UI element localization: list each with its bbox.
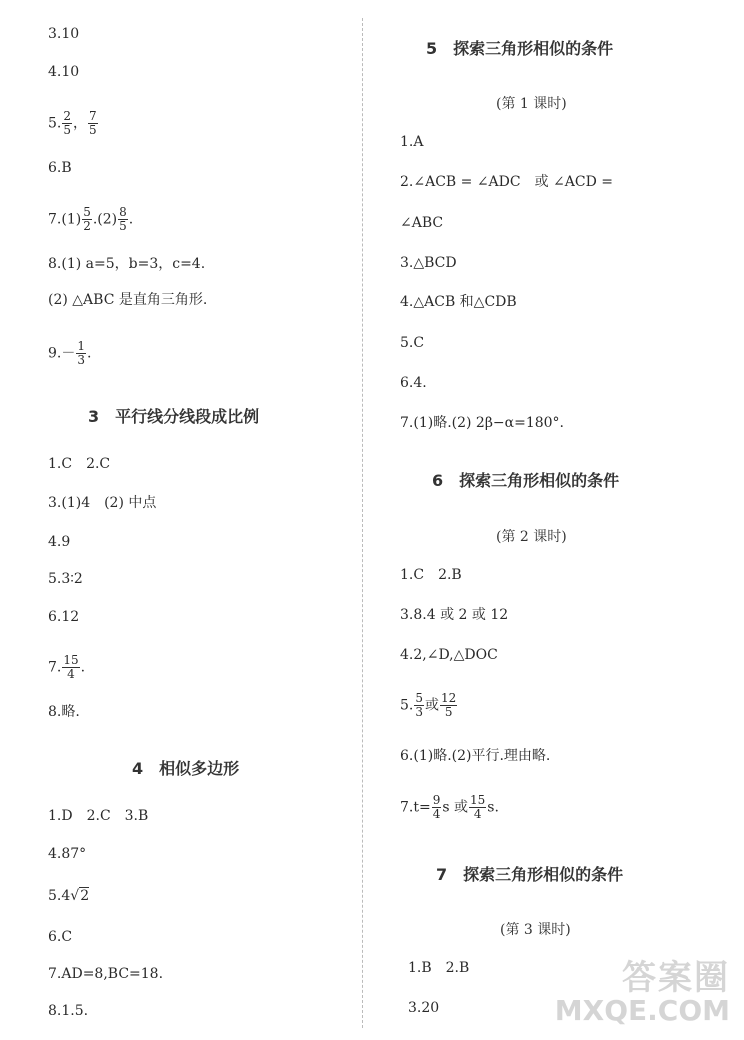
answer-line-fraction: 5. $\frac{2}{5}$ ， $\frac{7}{5}$: [48, 109, 97, 137]
answer-line: 4.10: [48, 64, 80, 80]
section-heading: 6 探索三角形相似的条件: [432, 471, 620, 490]
answer-line: 8.略.: [48, 704, 80, 720]
answer-line: 7.(1)略.(2) 2β−α=180°.: [400, 415, 565, 431]
answer-line: (2) △ABC 是直角三角形.: [48, 292, 208, 308]
answer-line: 7.AD=8,BC=18.: [48, 966, 164, 982]
answer-line: 3.10: [48, 26, 80, 42]
answer-line: 2.∠ACB = ∠ADC 或 ∠ACD =: [400, 174, 614, 190]
answer-line-fraction: 7.t= $\frac{9}{4}$ s 或 $\frac{15}{4}$ s.: [400, 793, 499, 821]
answer-line: 6.(1)略.(2)平行.理由略.: [400, 748, 551, 764]
answer-line: 6.4.: [400, 375, 427, 391]
section-heading: 4 相似多边形: [132, 759, 240, 778]
answer-line: 6.12: [48, 609, 80, 625]
answer-line-fraction: 7. $\frac{15}{4}$ .: [48, 653, 86, 681]
lesson-subtitle: (第 2 课时): [496, 529, 567, 545]
column-divider: [362, 18, 363, 1028]
answer-line: 6.C: [48, 929, 73, 945]
answer-line-fraction: 7.(1) $\frac{5}{2}$ .(2) $\frac{8}{5}$ .: [48, 205, 134, 233]
answer-line: 3.△BCD: [400, 255, 457, 271]
lesson-subtitle: (第 1 课时): [496, 96, 567, 112]
answer-line: 1.A: [400, 134, 424, 150]
section-heading: 5 探索三角形相似的条件: [426, 39, 614, 58]
answer-line: 3.(1)4 (2) 中点: [48, 495, 157, 511]
answer-line-radical: 5.4√2: [48, 888, 90, 904]
answer-line: 4.△ACB 和△CDB: [400, 294, 517, 310]
answer-line: 3.20: [408, 1000, 440, 1016]
answer-line: 4.87°: [48, 846, 87, 862]
answer-line: 6.B: [48, 160, 72, 176]
answer-line: 4.9: [48, 534, 71, 550]
answer-line: 5.C: [400, 335, 425, 351]
watermark-logo: 答案圈 MXQE.COM: [554, 958, 730, 1027]
answer-line: 5.3∶2: [48, 571, 83, 587]
answer-line: 1.B 2.B: [408, 960, 470, 976]
section-heading: 7 探索三角形相似的条件: [436, 865, 624, 884]
answer-line: ∠ABC: [400, 215, 444, 231]
answer-line: 8.1.5.: [48, 1003, 89, 1019]
answer-line: 1.C 2.B: [400, 567, 462, 583]
answer-line: 4.2,∠D,△DOC: [400, 647, 498, 663]
answer-line: 8.(1) a=5，b=3，c=4.: [48, 256, 206, 272]
lesson-subtitle: (第 3 课时): [500, 922, 571, 938]
section-heading: 3 平行线分线段成比例: [88, 407, 260, 426]
answer-line: 1.D 2.C 3.B: [48, 808, 149, 824]
answer-line-fraction: 9.－ $\frac{1}{3}$ .: [48, 339, 92, 367]
answer-line: 3.8.4 或 2 或 12: [400, 607, 509, 623]
answer-line: 1.C 2.C: [48, 456, 111, 472]
answer-line-fraction: 5. $\frac{5}{3}$ 或 $\frac{12}{5}$: [400, 691, 457, 719]
